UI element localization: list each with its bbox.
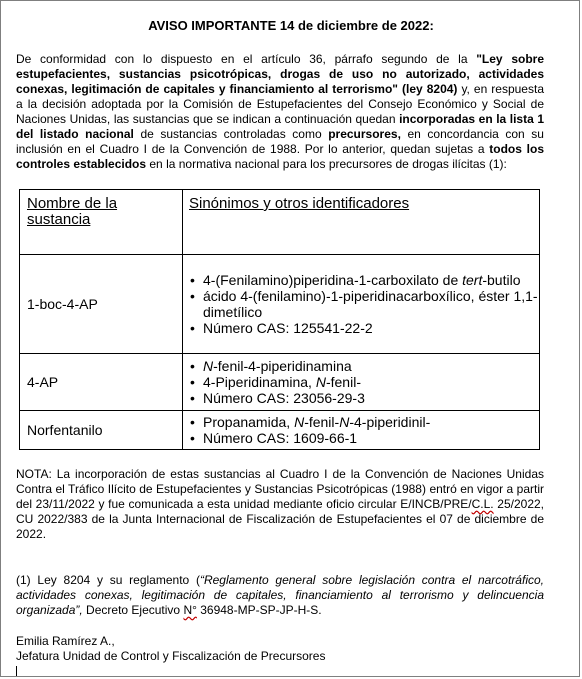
list-item: • 4-(Fenilamino)piperidina-1-carboxilato de tert-butilo bbox=[203, 272, 539, 288]
spellcheck-flag: C.L. bbox=[471, 497, 494, 511]
signer-role: Jefatura Unidad de Control y Fiscalización de Precursores bbox=[16, 649, 326, 663]
list-item: • 4-Piperidinamina, N-fenil- bbox=[203, 374, 539, 390]
synonyms-cell bbox=[183, 411, 540, 450]
header-cell-synonyms: Sinónimos y otros identificadores bbox=[183, 190, 540, 255]
substance-name: 1-boc-4-AP bbox=[20, 255, 183, 354]
footnote-paragraph: (1) Ley 8204 y su reglamento (“Reglamento general sobre legislación contra el narcotráfico, actividades conexas, legitimación de capitales, financiamiento al terrorismo y delincuencia organizada”, Decreto Ejecutivo N° 36948-MP-SP-JP-H-S. bbox=[16, 573, 544, 617]
table-row bbox=[20, 255, 540, 354]
regulation-title: “Reglamento general sobre legislación contra el narcotráfico, actividades conexas, legitimación de capitales, financiamiento al terrorismo y delincuencia organizada”, bbox=[16, 573, 544, 617]
list-item: • Número CAS: 23056-29-3 bbox=[203, 390, 539, 406]
list-item: • Número CAS: 1609-66-1 bbox=[203, 430, 539, 446]
intro-text: y, en respuesta a la decisión adoptada por la Comisión de Estupefacientes del Consejo Económico y Social de Naciones Unidas, las sustancias que se indican a continuación quedan bbox=[16, 82, 544, 126]
note-paragraph: NOTA: La incorporación de estas sustancias al Cuadro I de la Convención de Naciones Unidas Contra el Tráfico Ilícito de Estupefacientes y Sustancias Psicotrópicas (1988) entró en vigor a partir del 23/11/2022 y fue comunicada a esta unidad mediante oficio circular E/INCB/PRE/C.L. 25/2022, CU 2022/383 de la Junta Internacional de Fiscalización de Estupefacientes el 07 de diciembre de 2022. bbox=[16, 467, 544, 541]
intro-text: en la normativa nacional para los precursores de drogas ilícitas (1): bbox=[146, 157, 507, 171]
controls-term: todos los controles establecidos bbox=[16, 142, 544, 171]
synonyms-cell bbox=[183, 354, 540, 411]
signature-block bbox=[16, 634, 325, 664]
signer-name: Emilia Ramírez A., bbox=[16, 634, 115, 648]
list-item: • ácido 4-(fenilamino)-1-piperidinacarboxílico, éster 1,1-dimetílico bbox=[203, 288, 539, 320]
text-cursor[interactable] bbox=[16, 666, 17, 677]
spellcheck-flag: N° bbox=[183, 603, 197, 617]
substance-name: Norfentanilo bbox=[20, 411, 183, 450]
list-item: • N-fenil-4-piperidinamina bbox=[203, 358, 539, 374]
list-item: • Número CAS: 125541-22-2 bbox=[203, 320, 539, 336]
list-incorporation: incorporadas en la lista 1 del listado nacional bbox=[16, 112, 544, 141]
substance-name: 4-AP bbox=[20, 354, 183, 411]
precursors-term: precursores, bbox=[328, 127, 401, 141]
header-cell-name: Nombre de la sustancia bbox=[20, 190, 183, 255]
synonyms-cell bbox=[183, 255, 540, 354]
table-header-row bbox=[20, 190, 540, 255]
table-row bbox=[20, 354, 540, 411]
list-item: • Propanamida, N-fenil-N-4-piperidinil- bbox=[203, 414, 539, 430]
law-name: "Ley sobre estupefacientes, sustancias psicotrópicas, drogas de uso no autorizado, actividades conexas, legitimación de capitales y financiamiento al terrorismo" (ley 8204) bbox=[16, 52, 544, 96]
substances-table bbox=[19, 189, 540, 450]
intro-text: en concordancia con su inclusión en el Cuadro I de la Convención de 1988. Por lo anterior, quedan sujetas a bbox=[16, 127, 544, 156]
table-row bbox=[20, 411, 540, 450]
intro-text: De conformidad con lo dispuesto en el artículo 36, párrafo segundo de la bbox=[16, 52, 477, 66]
intro-paragraph bbox=[16, 52, 544, 172]
intro-text: de sustancias controladas como bbox=[133, 127, 329, 141]
notice-title: AVISO IMPORTANTE 14 de diciembre de 2022: bbox=[148, 18, 434, 33]
